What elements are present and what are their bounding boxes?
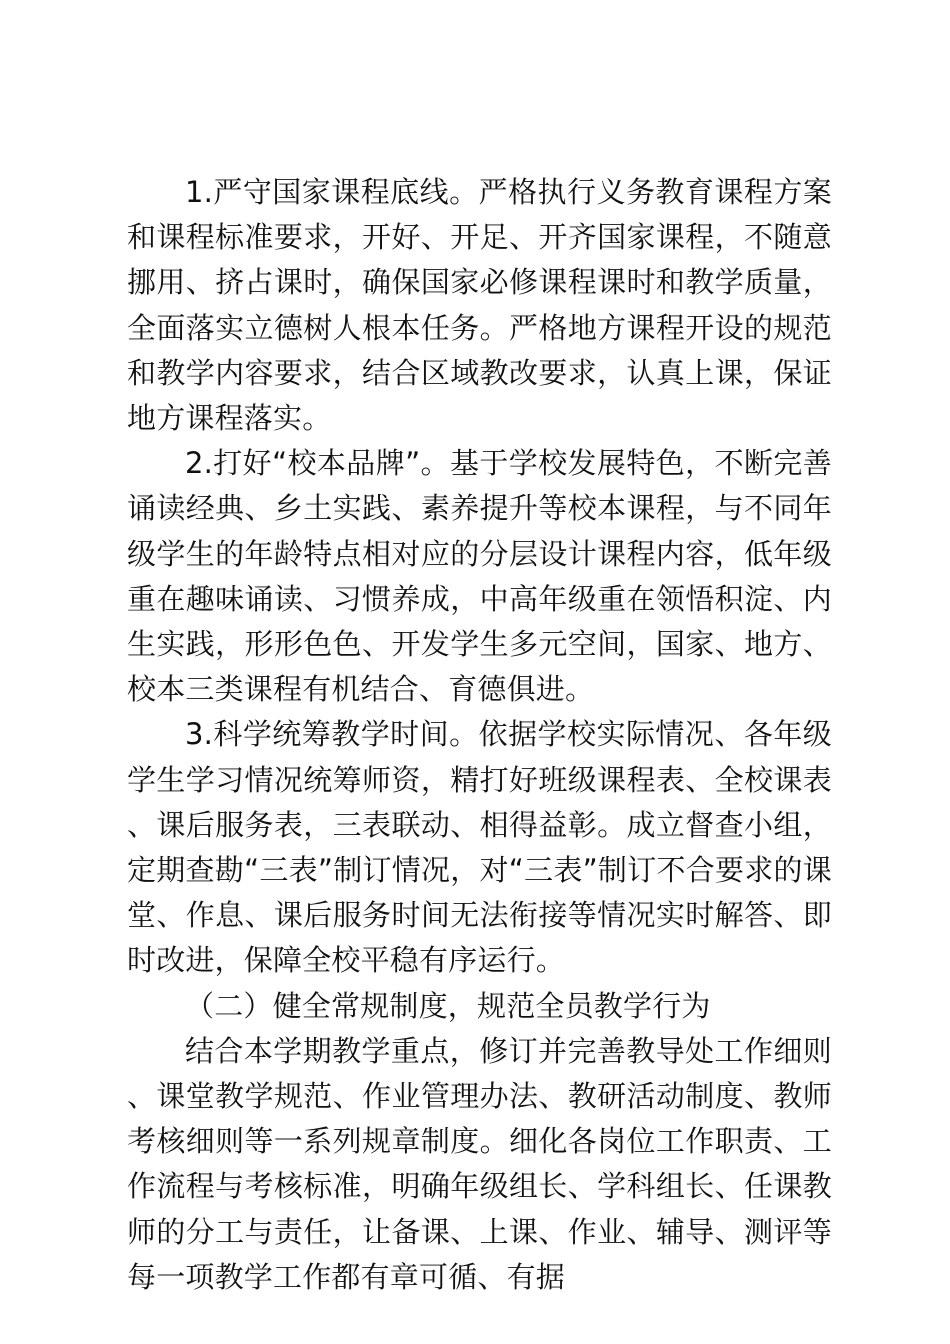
paragraph-national-curriculum: 1.严守国家课程底线。严格执行义务教育课程方案和课程标准要求，开好、开足、开齐国家课程，不随意挪用、挤占课时，确保国家必修课程课时和教学质量，全面落实立德树人根本任务。严格地方课程开设的规范和教学内容要求，结合区域教改要求，认真上课，保证地方课程落实。: [127, 175, 832, 436]
document-body: [127, 170, 832, 1300]
paragraph-teaching-time: 3.科学统筹教学时间。依据学校实际情况、各年级学生学习情况统筹师资，精打好班级课程表、全校课表、课后服务表，三表联动、相得益彰。成立督查小组，定期查勘“三表”制订情况，对“三表”制订不合要求的课堂、作息、课后服务时间无法衔接等情况实时解答、即时改进，保障全校平稳有序运行。: [127, 717, 832, 978]
section-heading-regulations: （二）健全常规制度，规范全员教学行为: [185, 988, 711, 1023]
paragraph-regulations: 结合本学期教学重点，修订并完善教导处工作细则、课堂教学规范、作业管理办法、教研活动制度、教师考核细则等一系列规章制度。细化各岗位工作职责、工作流程与考核标准，明确年级组长、学科组长、任课教师的分工与责任，让备课、上课、作业、辅导、测评等每一项教学工作都有章可循、有据: [127, 1033, 832, 1294]
paragraph-school-brand: 2.打好“校本品牌”。基于学校发展特色，不断完善诵读经典、乡土实践、素养提升等校本课程，与不同年级学生的年龄特点相对应的分层设计课程内容，低年级重在趣味诵读、习惯养成，中高年级重在领悟积淀、内生实践，形形色色、开发学生多元空间，国家、地方、校本三类课程有机结合、育德俱进。: [127, 446, 832, 707]
